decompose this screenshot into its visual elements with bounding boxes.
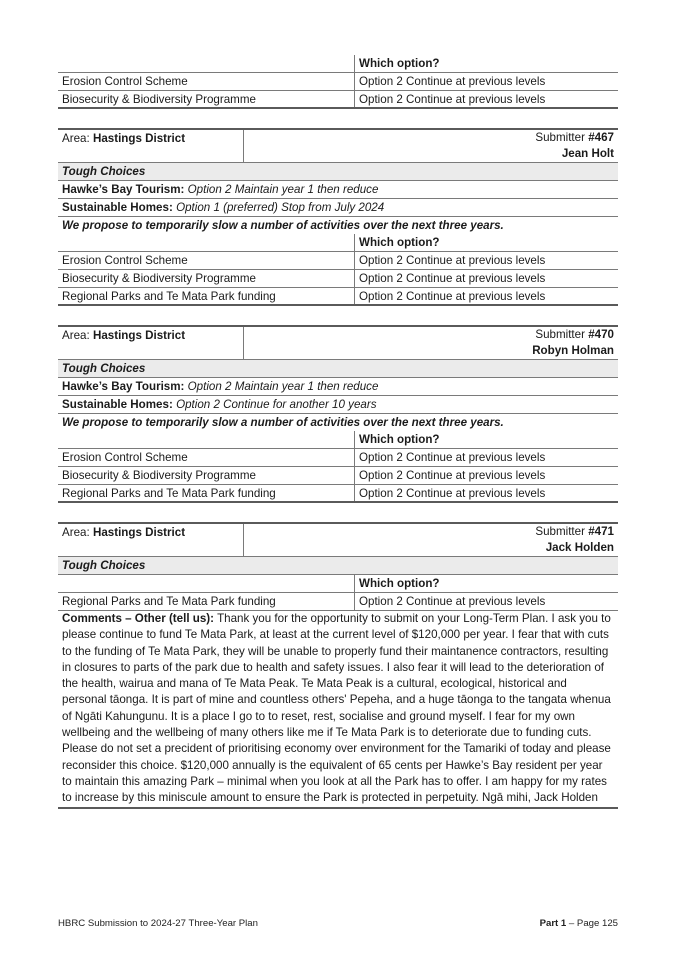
table-row: Erosion Control Scheme Option 2 Continue at previous levels — [58, 73, 618, 91]
which-option-row: Which option? — [58, 431, 618, 449]
area-label: Area: Hastings District — [58, 130, 244, 162]
which-option-row: Which option? — [58, 234, 618, 252]
comment-block — [58, 611, 618, 809]
comment-text: Thank you for the opportunity to submit on your Long-Term Plan. I ask you to please continue to fund Te Mata Park, at least at the current level of $120,000 per year. I fear that with cuts to the funding of Te Mata Park, they will be unable to properly fund their maintanence contractors, resulting in closures to parts of the park due to health and safety issues. I also fear it will lead to the deterioration of the health, wairua and mana of Te Mata Peak. Te Mata Peak is a cultural, ecological, historical and personal tāonga. It is part of mine and countless others' Pepeha, and a huge tāonga to the tangata whenua of Ngāti Kahungunu. It is a place I go to to reset, rest, socialise and ground myself. I fear for my own wellbeing and the wellbeing of many others like me if Te Mata Park is to deteriorate due to funding cuts. Please do not set a precident of prioritising economy over environment for the Tamariki of today and please reconsider this choice. $120,000 annually is the equivalent of 65 cents per Hawke’s Bay resident per year to maintain this amazing Park – minimal when you look at all the Park has to offer. I am happy for my rates to increase by this miniscule amount to ensure the Park is protected in perpetuity. Ngā mihi, Jack Holden — [62, 612, 611, 805]
tough-choices-heading: Tough Choices — [58, 557, 618, 575]
area-label: Area: Hastings District — [58, 327, 244, 359]
homes-row: Sustainable Homes: Option 2 Continue for another 10 years — [58, 396, 618, 414]
table-row: Biosecurity & Biodiversity Programme Option 2 Continue at previous levels — [58, 467, 618, 485]
submitter-info: Submitter #467 Jean Holt — [535, 131, 614, 160]
submitter-470-header — [58, 325, 618, 360]
which-option-row: Which option? — [58, 575, 618, 593]
submitter-467-header — [58, 128, 618, 163]
table-row: Regional Parks and Te Mata Park funding Option 2 Continue at previous levels — [58, 593, 618, 611]
slow-activities-heading: We propose to temporarily slow a number of activities over the next three years. — [62, 416, 504, 429]
table-row: Biosecurity & Biodiversity Programme Option 2 Continue at previous levels — [58, 91, 618, 109]
tough-choices-heading: Tough Choices — [58, 360, 618, 378]
submitter-471-header — [58, 522, 618, 557]
table-row: Biosecurity & Biodiversity Programme Option 2 Continue at previous levels — [58, 270, 618, 288]
tough-choices-heading: Tough Choices — [58, 163, 618, 181]
which-option-header: Which option? — [354, 55, 618, 72]
slow-activities-heading: We propose to temporarily slow a number of activities over the next three years. — [62, 219, 504, 232]
document-page — [58, 0, 618, 809]
submitter-info: Submitter #470 Robyn Holman — [532, 328, 614, 357]
footer-title: HBRC Submission to 2024-27 Three-Year Plan — [58, 918, 258, 929]
submitter-info: Submitter #471 Jack Holden — [535, 525, 614, 554]
tourism-row: Hawke’s Bay Tourism: Option 2 Maintain year 1 then reduce — [58, 181, 618, 199]
table-row: Erosion Control Scheme Option 2 Continue at previous levels — [58, 449, 618, 467]
footer-page: Part 1 – Page 125 — [539, 918, 618, 929]
comment-label: Comments – Other (tell us): — [62, 612, 215, 625]
top-table-header-row — [58, 55, 618, 73]
area-label: Area: Hastings District — [58, 524, 244, 556]
table-row: Regional Parks and Te Mata Park funding Option 2 Continue at previous levels — [58, 288, 618, 306]
homes-row: Sustainable Homes: Option 1 (preferred) Stop from July 2024 — [58, 199, 618, 217]
table-row: Regional Parks and Te Mata Park funding Option 2 Continue at previous levels — [58, 485, 618, 503]
table-row: Erosion Control Scheme Option 2 Continue at previous levels — [58, 252, 618, 270]
tourism-row: Hawke’s Bay Tourism: Option 2 Maintain year 1 then reduce — [58, 378, 618, 396]
